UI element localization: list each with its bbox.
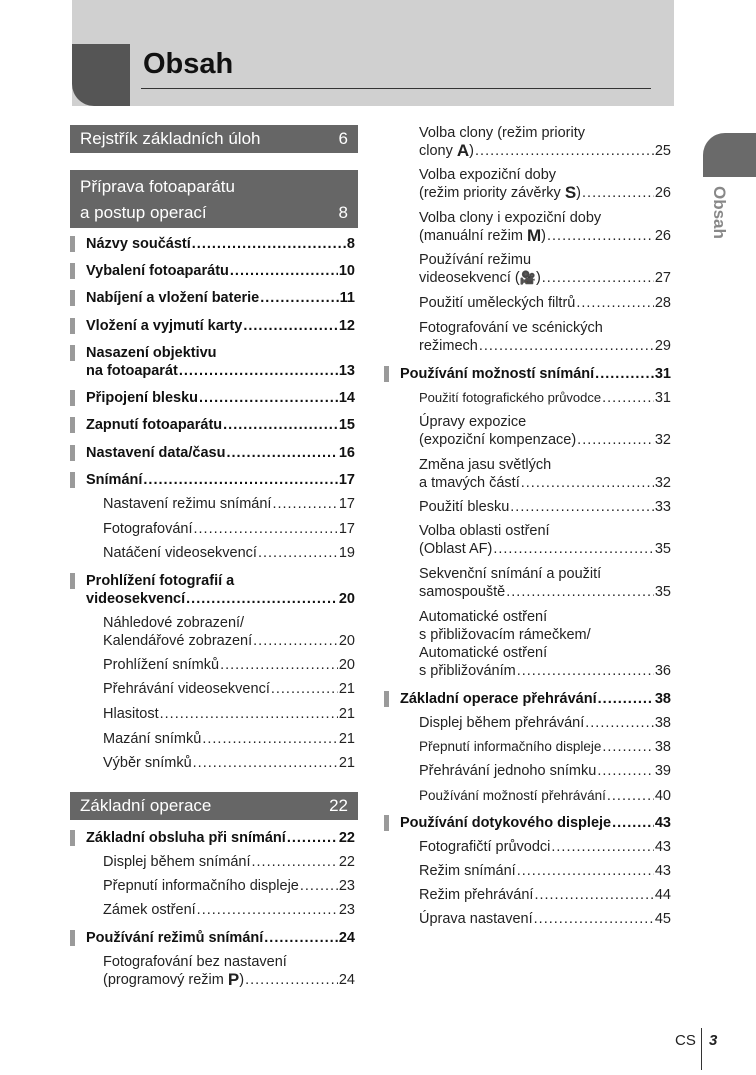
toc-section[interactable] [70,289,355,307]
leader-dots [577,431,654,449]
leader-dots [143,471,337,489]
toc-label: s přibližovacím rámečkem/ [419,627,591,643]
toc-entry[interactable] [419,608,671,682]
toc-entry[interactable] [103,614,355,650]
toc-page-number: 11 [339,290,355,306]
toc-page-number: 21 [338,755,355,771]
toc-page-number: 15 [338,417,355,433]
toc-label: Používání režimů snímání [86,930,264,946]
leader-dots [585,714,654,732]
leader-dots [243,317,338,335]
toc-label: s přibližováním [419,663,516,679]
leader-dots [576,294,654,312]
toc-label [86,471,355,489]
toc-label [86,389,355,407]
toc-label: Používání možností snímání [400,366,595,382]
band-page: 8 [338,203,348,222]
toc-page-number: 10 [338,263,355,279]
toc-entry[interactable] [103,877,355,895]
toc-entry[interactable] [103,680,355,698]
toc-label: Základní operace přehrávání [400,691,597,707]
toc-label [86,235,355,253]
toc-label: Zapnutí fotoaparátu [86,417,223,433]
toc-page-number: 38 [654,715,671,731]
leader-dots [597,762,654,780]
toc-label [400,814,671,832]
leader-dots [602,389,654,407]
toc-label: (programový režim P ) ..... 24 [103,971,355,989]
mode-p-icon: P [227,970,240,989]
leader-dots [612,814,654,832]
band-label-line1: Příprava fotoaparátu [80,177,235,196]
toc-page-number: 43 [654,839,671,855]
toc-label [419,662,671,680]
toc-entry[interactable] [103,495,355,513]
toc-label: Použití uměleckých filtrů [419,295,576,311]
section-bar [70,318,75,334]
toc-entry[interactable] [103,853,355,871]
toc-entry[interactable] [103,730,355,748]
leader-dots [595,365,654,383]
toc-label [86,590,355,608]
toc-label: Přepnutí informačního displeje [419,739,602,754]
toc-entry[interactable] [103,705,355,723]
toc-label: Zámek ostření [103,902,196,918]
toc-entry[interactable] [419,738,671,756]
toc-section[interactable] [70,929,355,947]
leader-dots [272,495,337,513]
toc-page-number: 23 [338,878,355,894]
toc-page-number: 17 [338,496,355,512]
toc-entry[interactable] [419,762,671,780]
toc-label: (režim priority závěrky S ) ..... 26 [419,184,671,202]
toc-label: Nasazení objektivu [86,345,217,361]
mode-s-icon: S [564,183,577,202]
leader-dots [534,910,654,928]
leader-dots [193,520,337,538]
toc-label: Kalendářové zobrazení [103,633,253,649]
toc-label: Používání možností přehrávání [419,788,606,803]
toc-page-number: 17 [338,472,355,488]
toc-label: Náhledové zobrazení/ [103,615,245,631]
leader-dots [510,498,654,516]
toc-label: Hlasitost [103,706,159,722]
toc-label: Natáčení videosekvencí [103,545,257,561]
section-bar [70,445,75,461]
toc-entry[interactable] [419,166,671,204]
toc-section[interactable] [70,262,355,280]
toc-entry[interactable] [419,886,671,904]
toc-page-number: 33 [654,499,671,515]
leader-dots [220,656,338,674]
toc-label [86,289,355,307]
leader-dots [226,444,337,462]
leader-dots [252,853,338,871]
toc-entry[interactable] [419,862,671,880]
toc-page-number: 38 [654,739,671,755]
toc-entry[interactable] [103,901,355,919]
toc-entry[interactable] [103,520,355,538]
toc-label: (programový režim [103,972,224,988]
toc-label: Fotografování bez nastavení [103,954,287,970]
toc-label [419,474,671,492]
side-tab-label: Obsah [710,186,729,239]
toc-entry[interactable] [419,522,671,560]
toc-label [86,416,355,434]
section-bar [384,815,389,831]
toc-page-number: 36 [654,663,671,679]
leader-dots [534,886,653,904]
band-label: Základní operace [80,796,212,815]
leader-dots [193,754,338,772]
toc-page-number: 29 [654,338,671,354]
toc-label: Vložení a vyjmutí karty [86,318,243,334]
leader-dots [551,838,653,856]
section-bar [70,263,75,279]
toc-label: Automatické ostření [419,609,548,625]
section-bar [70,830,75,846]
toc-entry[interactable] [419,838,671,856]
section-bar [384,691,389,707]
leader-dots [258,544,338,562]
section-bar [70,930,75,946]
toc-entry[interactable] [419,319,671,357]
toc-entry[interactable] [419,565,671,603]
leader-dots [199,389,338,407]
toc-band-preparation[interactable] [70,170,358,228]
toc-entry[interactable] [419,124,671,162]
toc-label: Snímání [86,472,143,488]
leader-dots [223,416,338,434]
toc-label: a tmavých částí [419,475,520,491]
toc-entry[interactable] [419,389,671,407]
toc-label: Volba oblasti ostření [419,523,550,539]
leader-dots [186,590,338,608]
leader-dots [547,227,654,245]
toc-label: Nastavení data/času [86,445,226,461]
leader-dots [602,738,654,756]
leader-dots [517,862,654,880]
toc-label: clony [419,143,453,159]
toc-entry[interactable] [419,787,671,805]
section-bar [70,472,75,488]
toc-label: Vybalení fotoaparátu [86,263,229,279]
toc-label: Používání dotykového displeje [400,815,612,831]
toc-label: Mazání snímků [103,731,202,747]
header-tab-marker [72,44,130,106]
toc-label [419,431,671,449]
leader-dots [179,362,338,380]
toc-label: Displej během snímání [103,854,251,870]
toc-label: Fotografičtí průvodci [419,839,551,855]
leader-dots [260,289,338,307]
toc-page-number: 26 [654,185,671,201]
toc-band-basic-tasks[interactable] [70,125,358,153]
toc-label: videosekvencí [86,591,186,607]
leader-dots [479,337,654,355]
toc-entry[interactable] [103,544,355,562]
toc-section[interactable] [384,365,671,383]
toc-label: Automatické ostření [419,645,548,661]
toc-label: videosekvencí ( 🎥 ) ..... 27 [419,269,671,287]
toc-label: Režim snímání [419,863,516,879]
toc-label: Úpravy expozice [419,414,527,430]
toc-label: samospouště [419,584,506,600]
toc-entry[interactable] [103,953,355,991]
leader-dots [287,829,338,847]
leader-dots [506,583,654,601]
toc-page-number: 20 [338,657,355,673]
toc-page-number: 24 [338,930,355,946]
toc-label: Prohlížení fotografií a [86,573,235,589]
mode-m-icon: M [526,226,542,245]
leader-dots [521,474,654,492]
toc-label: Přehrávání videosekvencí [103,681,270,697]
toc-page-number: 31 [654,390,671,406]
toc-label: Úprava nastavení [419,911,533,927]
toc-page-number: 21 [338,731,355,747]
toc-entry[interactable] [419,910,671,928]
leader-dots [607,787,654,805]
side-tab-label-wrap [709,186,733,256]
toc-page-number: 20 [338,591,355,607]
toc-page-number: 35 [654,584,671,600]
toc-page-number: 8 [346,236,355,252]
side-tab [703,133,756,177]
section-bar [70,573,75,589]
toc-label: videosekvencí ( [419,270,520,286]
toc-label [86,362,355,380]
toc-page-number: 24 [338,972,355,988]
toc-band-basic-operations[interactable] [70,792,358,820]
toc-page-number: 35 [654,541,671,557]
toc-page-number: 19 [338,545,355,561]
toc-label [86,444,355,462]
toc-label: Výběr snímků [103,755,192,771]
toc-label [419,337,671,355]
toc-section[interactable] [70,235,355,253]
toc-page-number: 21 [338,681,355,697]
band-label-line2: a postup operací [80,203,207,222]
movie-mode-icon: 🎥 [519,270,536,285]
toc-label: Nastavení režimu snímání [103,496,272,512]
toc-section[interactable] [70,317,355,335]
toc-page-number: 45 [654,911,671,927]
leader-dots [192,235,346,253]
toc-label: Volba clony i expoziční doby [419,210,602,226]
title-underline [141,88,651,89]
leader-dots [271,680,338,698]
toc-page-number: 40 [654,788,671,804]
toc-entry[interactable] [103,754,355,772]
toc-page-number: 27 [654,270,671,286]
toc-label [400,365,671,383]
toc-page-number: 43 [654,815,671,831]
leader-dots [582,184,654,202]
toc-label: Přehrávání jednoho snímku [419,763,597,779]
toc-label: clony A ) ..... 25 [419,142,671,160]
footer-divider [701,1028,702,1070]
toc-section[interactable] [70,829,355,847]
section-bar [384,366,389,382]
toc-page-number: 39 [654,763,671,779]
toc-label: (expoziční kompenzace) [419,432,577,448]
toc-label [86,829,355,847]
toc-label [419,583,671,601]
leader-dots [475,142,654,160]
toc-entry[interactable] [419,251,671,289]
toc-label [400,690,671,708]
toc-entry[interactable] [419,456,671,494]
toc-page-number: 12 [338,318,355,334]
leader-dots [517,662,654,680]
toc-label: Používání režimu [419,252,532,268]
toc-label [86,929,355,947]
toc-label: Fotografování [103,521,193,537]
section-bar [70,390,75,406]
page-title: Obsah [143,48,234,80]
section-bar [70,236,75,252]
leader-dots [264,929,338,947]
toc-label: Volba expoziční doby [419,167,557,183]
toc-section[interactable] [384,690,671,708]
toc-label: (režim priority závěrky [419,185,561,201]
toc-entry[interactable] [419,498,671,516]
toc-section[interactable] [70,471,355,489]
toc-page-number: 16 [338,445,355,461]
page-number: 3 [709,1032,718,1049]
section-bar [70,345,75,361]
toc-label: Připojení blesku [86,390,198,406]
band-page: 6 [338,129,348,148]
toc-label: Názvy součástí [86,236,191,252]
toc-page-number: 44 [654,887,671,903]
mode-a-icon: A [456,141,470,160]
section-bar [70,290,75,306]
toc-page-number: 31 [654,366,671,382]
toc-label [103,632,355,650]
toc-label [86,262,355,280]
leader-dots [542,269,654,287]
leader-dots [493,540,654,558]
toc-label: Použití blesku [419,499,510,515]
toc-page-number: 17 [338,521,355,537]
toc-section[interactable] [70,416,355,434]
toc-label: (Oblast AF) [419,541,493,557]
toc-label: (manuální režim [419,228,523,244]
toc-label [419,540,671,558]
toc-page-number: 32 [654,432,671,448]
section-bar [70,417,75,433]
toc-page-number: 25 [654,143,671,159]
toc-entry[interactable] [419,294,671,312]
toc-label: Volba clony (režim priority [419,125,585,141]
leader-dots [230,262,338,280]
toc-page-number: 26 [654,228,671,244]
toc-page-number: 21 [338,706,355,722]
toc-page-number: 28 [654,295,671,311]
leader-dots [253,632,338,650]
leader-dots [245,971,338,989]
leader-dots [160,705,338,723]
toc-entry[interactable] [419,413,671,451]
band-label: Rejstřík základních úloh [80,129,261,148]
toc-label: Použití fotografického průvodce [419,390,602,405]
toc-label: Nabíjení a vložení baterie [86,290,260,306]
toc-section[interactable] [70,572,355,608]
toc-label: Displej během přehrávání [419,715,585,731]
leader-dots [300,877,338,895]
toc-page-number: 20 [338,633,355,649]
toc-page-number: 23 [338,902,355,918]
toc-label: Prohlížení snímků [103,657,220,673]
toc-page-number: 14 [338,390,355,406]
toc-page-number: 38 [654,691,671,707]
leader-dots [598,690,654,708]
toc-section[interactable] [70,344,355,380]
toc-label: Základní obsluha při snímání [86,830,286,846]
toc-page-number: 43 [654,863,671,879]
band-page: 22 [329,796,348,815]
toc-page-number: 22 [338,830,355,846]
footer-language: CS [675,1032,696,1049]
toc-label: režimech [419,338,478,354]
toc-page-number: 22 [338,854,355,870]
toc-entry[interactable] [419,714,671,732]
toc-section[interactable] [70,389,355,407]
toc-label [86,317,355,335]
toc-entry[interactable] [103,656,355,674]
toc-entry[interactable] [419,209,671,247]
toc-label: Přepnutí informačního displeje [103,878,299,894]
toc-label: (manuální režim M ) ..... 26 [419,227,671,245]
toc-label: Změna jasu světlých [419,457,552,473]
toc-label: na fotoaparát [86,363,178,379]
toc-label: Fotografování ve scénických [419,320,603,336]
leader-dots [197,901,338,919]
leader-dots [202,730,338,748]
toc-page-number: 13 [338,363,355,379]
toc-page-number: 32 [654,475,671,491]
toc-label: Sekvenční snímání a použití [419,566,602,582]
toc-section[interactable] [70,444,355,462]
toc-label: Režim přehrávání [419,887,534,903]
toc-section[interactable] [384,814,671,832]
